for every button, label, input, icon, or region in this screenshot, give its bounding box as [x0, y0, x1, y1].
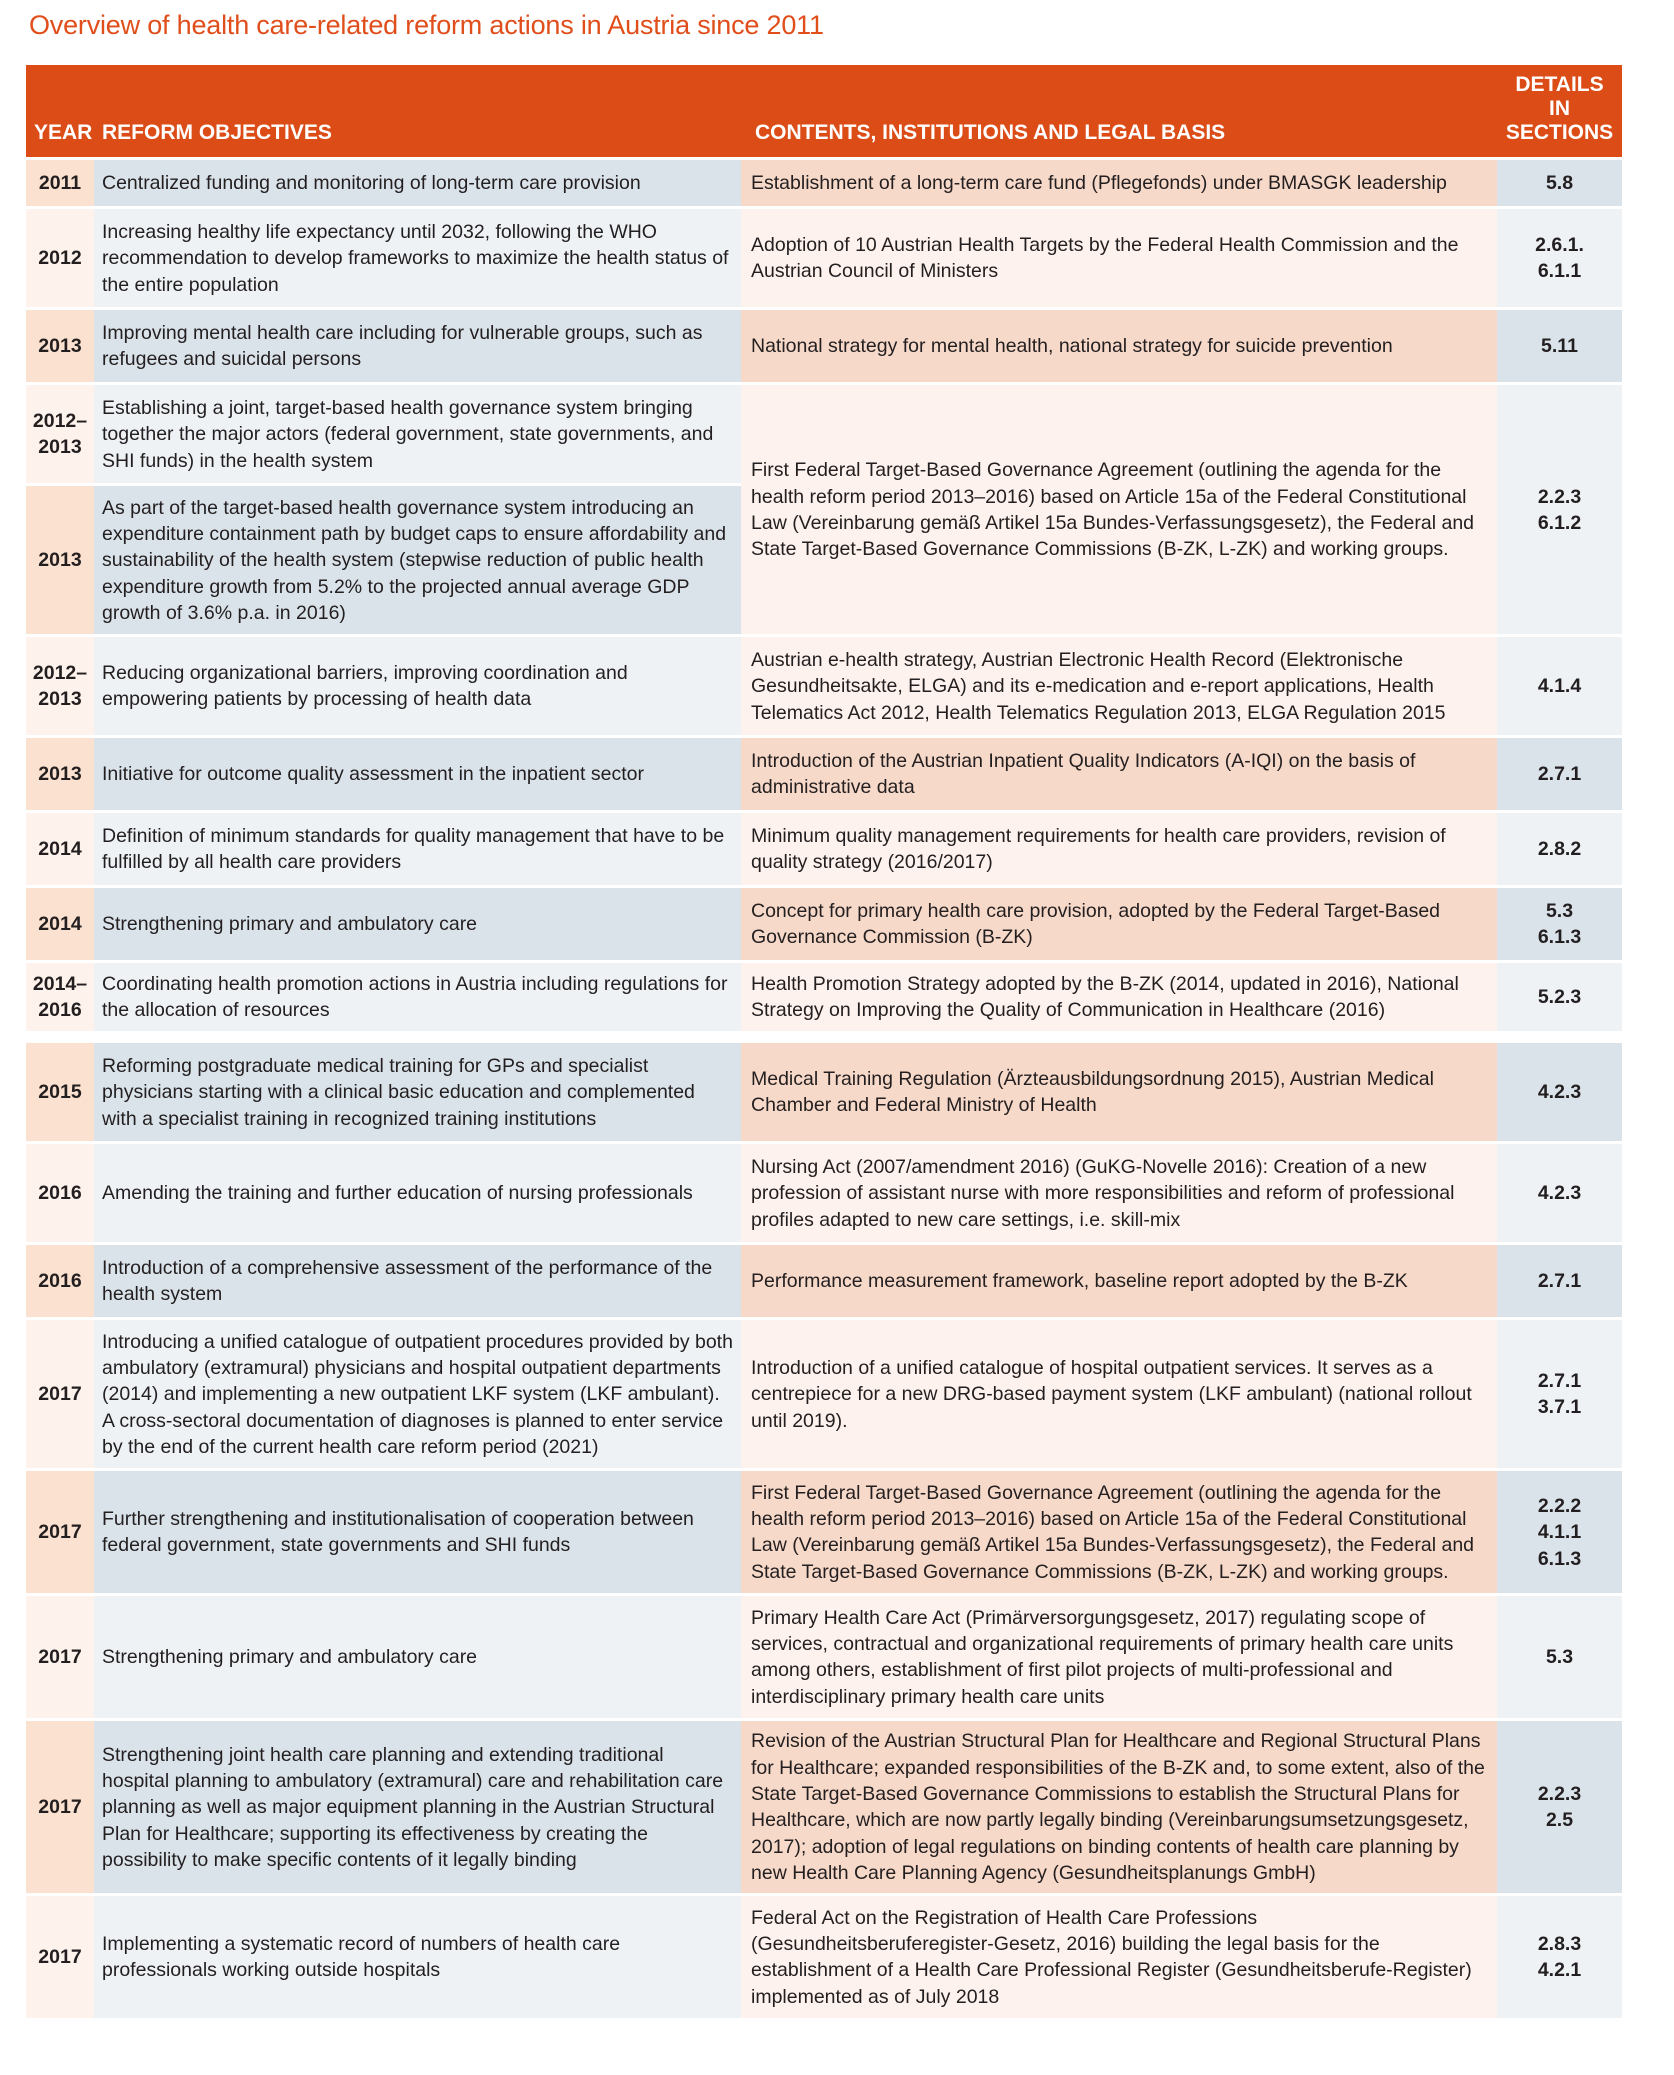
sections-cell: 2.7.1	[1497, 738, 1622, 810]
objectives-cell: Improving mental health care including for vulnerable groups, such as refugees and suicidal persons	[94, 310, 741, 382]
objectives-cell: Strengthening primary and ambulatory care	[94, 888, 741, 960]
year-cell: 2012	[26, 209, 94, 307]
year-cell: 2017	[26, 1320, 94, 1468]
sections-cell: 5.8	[1497, 160, 1622, 206]
year-cell: 2016	[26, 1144, 94, 1242]
header-sections: DETAILS IN SECTIONS	[1497, 65, 1622, 157]
table-row	[26, 1596, 1622, 1718]
objectives-cell: Further strengthening and institutionalisation of cooperation between federal government, state governments and SHI funds	[94, 1471, 741, 1593]
header-year: YEAR	[26, 65, 94, 157]
year-cell: 2017	[26, 1721, 94, 1893]
contents-cell: First Federal Target-Based Governance Agreement (outlining the agenda for the health reform period 2013–2016) based on Article 15a of the Federal Constitutional Law (Vereinbarung gemäß Artikel 15a Bundes-Verfassungsgesetz), the Federal and State Target-Based Governance Commissions (B-ZK, L-ZK) and working groups.	[741, 1471, 1497, 1593]
table-row	[26, 160, 1622, 206]
contents-cell: Federal Act on the Registration of Health Care Professions (Gesundheitsberuferegister-Gesetz, 2016) building the legal basis for the establishment of a Health Care Professional Register (Gesundheitsberufe-Register) implemented as of July 2018	[741, 1896, 1497, 2018]
header-contents: CONTENTS, INSTITUTIONS AND LEGAL BASIS	[741, 65, 1497, 157]
year-cell: 2017	[26, 1596, 94, 1718]
year-cell: 2013	[26, 486, 94, 634]
objectives-cell: Definition of minimum standards for quality management that have to be fulfilled by all health care providers	[94, 813, 741, 885]
year-cell: 2013	[26, 738, 94, 810]
contents-cell: National strategy for mental health, national strategy for suicide prevention	[741, 310, 1497, 382]
year-cell: 2014	[26, 813, 94, 885]
contents-cell: Austrian e-health strategy, Austrian Electronic Health Record (Elektronische Gesundheitsakte, ELGA) and its e-medication and e-report applications, Health Telematics Act 2012, Health Telematics Regulation 2013, ELGA Regulation 2015	[741, 637, 1497, 735]
objectives-cell: Establishing a joint, target-based health governance system bringing together the major actors (federal government, state governments, and SHI funds) in the health system	[94, 385, 741, 483]
sections-cell: 5.3 6.1.3	[1497, 888, 1622, 960]
year-cell: 2017	[26, 1896, 94, 2018]
table-row	[26, 888, 1622, 960]
contents-cell: Medical Training Regulation (Ärzteausbildungsordnung 2015), Austrian Medical Chamber and Federal Ministry of Health	[741, 1043, 1497, 1141]
objectives-cell: Introduction of a comprehensive assessment of the performance of the health system	[94, 1245, 741, 1317]
contents-cell: Introduction of the Austrian Inpatient Quality Indicators (A-IQI) on the basis of administrative data	[741, 738, 1497, 810]
sections-cell: 2.8.3 4.2.1	[1497, 1896, 1622, 2018]
objectives-cell: Reducing organizational barriers, improving coordination and empowering patients by processing of health data	[94, 637, 741, 735]
table-row	[26, 385, 1622, 483]
year-cell: 2016	[26, 1245, 94, 1317]
sections-cell: 5.2.3	[1497, 963, 1622, 1031]
year-cell: 2015	[26, 1043, 94, 1141]
objectives-cell: Initiative for outcome quality assessment in the inpatient sector	[94, 738, 741, 810]
contents-cell: Revision of the Austrian Structural Plan for Healthcare and Regional Structural Plans for Healthcare; expanded responsibilities of the B-ZK and, to some extent, also of the State Target-Based Governance Commissions to establish the Structural Plans for Healthcare, which are now partly legally binding (Vereinbarungsumsetzungsgesetz, 2017); adoption of legal regulations on binding contents of health care planning by new Health Care Planning Agency (Gesundheitsplanungs GmbH)	[741, 1721, 1497, 1893]
sections-cell: 4.1.4	[1497, 637, 1622, 735]
table-row	[26, 209, 1622, 307]
page-title: Overview of health care-related reform actions in Austria since 2011	[29, 10, 824, 40]
table-row	[26, 1043, 1622, 1141]
table-row	[26, 1721, 1622, 1893]
sections-cell: 5.3	[1497, 1596, 1622, 1718]
objectives-cell: Reforming postgraduate medical training for GPs and specialist physicians starting with a clinical basic education and complemented with a specialist training in recognized training institutions	[94, 1043, 741, 1141]
sections-cell: 2.7.1	[1497, 1245, 1622, 1317]
sections-cell: 4.2.3	[1497, 1144, 1622, 1242]
contents-cell: Performance measurement framework, baseline report adopted by the B-ZK	[741, 1245, 1497, 1317]
table-row	[26, 1144, 1622, 1242]
contents-cell: First Federal Target-Based Governance Agreement (outlining the agenda for the health reform period 2013–2016) based on Article 15a of the Federal Constitutional Law (Vereinbarung gemäß Artikel 15a Bundes-Verfassungsgesetz), the Federal and State Target-Based Governance Commissions (B-ZK, L-ZK) and working groups.	[741, 385, 1497, 634]
year-cell: 2014– 2016	[26, 963, 94, 1031]
table-row	[26, 738, 1622, 810]
objectives-cell: Introducing a unified catalogue of outpatient procedures provided by both ambulatory (extramural) physicians and hospital outpatient departments (2014) and implementing a new outpatient LKF system (LKF ambulant). A cross-sectoral documentation of diagnoses is planned to enter service by the end of the current health care reform period (2021)	[94, 1320, 741, 1468]
year-cell: 2012– 2013	[26, 385, 94, 483]
sections-cell: 2.7.1 3.7.1	[1497, 1320, 1622, 1468]
header-objectives: REFORM OBJECTIVES	[94, 65, 741, 157]
contents-cell: Introduction of a unified catalogue of hospital outpatient services. It serves as a centrepiece for a new DRG-based payment system (LKF ambulant) (national rollout until 2019).	[741, 1320, 1497, 1468]
sections-cell: 5.11	[1497, 310, 1622, 382]
contents-cell: Health Promotion Strategy adopted by the B-ZK (2014, updated in 2016), National Strategy on Improving the Quality of Communication in Healthcare (2016)	[741, 963, 1497, 1031]
reform-table	[26, 62, 1622, 2021]
sections-cell: 2.8.2	[1497, 813, 1622, 885]
sections-cell: 2.2.3 2.5	[1497, 1721, 1622, 1893]
objectives-cell: Increasing healthy life expectancy until 2032, following the WHO recommendation to develop frameworks to maximize the health status of the entire population	[94, 209, 741, 307]
contents-cell: Primary Health Care Act (Primärversorgungsgesetz, 2017) regulating scope of services, contractual and organizational requirements of primary health care units among others, establishment of first pilot projects of multi-professional and interdisciplinary primary health care units	[741, 1596, 1497, 1718]
year-cell: 2012– 2013	[26, 637, 94, 735]
objectives-cell: Coordinating health promotion actions in Austria including regulations for the allocation of resources	[94, 963, 741, 1031]
objectives-cell: Strengthening primary and ambulatory care	[94, 1596, 741, 1718]
table-row	[26, 1320, 1622, 1468]
contents-cell: Concept for primary health care provision, adopted by the Federal Target-Based Governance Commission (B-ZK)	[741, 888, 1497, 960]
row-gap-cell	[26, 1034, 1622, 1040]
table-row	[26, 310, 1622, 382]
contents-cell: Establishment of a long-term care fund (Pflegefonds) under BMASGK leadership	[741, 160, 1497, 206]
sections-cell: 2.2.2 4.1.1 6.1.3	[1497, 1471, 1622, 1593]
sections-cell: 4.2.3	[1497, 1043, 1622, 1141]
contents-cell: Nursing Act (2007/amendment 2016) (GuKG-Novelle 2016): Creation of a new profession of assistant nurse with more responsibilities and reform of professional profiles adapted to new care settings, i.e. skill-mix	[741, 1144, 1497, 1242]
objectives-cell: As part of the target-based health governance system introducing an expenditure containment path by budget caps to ensure affordability and sustainability of the health system (stepwise reduction of public health expenditure growth from 5.2% to the projected annual average GDP growth of 3.6% p.a. in 2016)	[94, 486, 741, 634]
contents-cell: Adoption of 10 Austrian Health Targets by the Federal Health Commission and the Austrian Council of Ministers	[741, 209, 1497, 307]
sections-cell: 2.6.1. 6.1.1	[1497, 209, 1622, 307]
year-cell: 2014	[26, 888, 94, 960]
objectives-cell: Centralized funding and monitoring of long-term care provision	[94, 160, 741, 206]
objectives-cell: Amending the training and further education of nursing professionals	[94, 1144, 741, 1242]
objectives-cell: Implementing a systematic record of numbers of health care professionals working outside hospitals	[94, 1896, 741, 2018]
objectives-cell: Strengthening joint health care planning and extending traditional hospital planning to ambulatory (extramural) care and rehabilitation care planning as well as major equipment planning in the Austrian Structural Plan for Healthcare; supporting its effectiveness by creating the possibility to make specific contents of it legally binding	[94, 1721, 741, 1893]
table-row	[26, 1471, 1622, 1593]
table-row	[26, 963, 1622, 1031]
table-row	[26, 1245, 1622, 1317]
row-gap	[26, 1034, 1622, 1040]
sections-cell: 2.2.3 6.1.2	[1497, 385, 1622, 634]
year-cell: 2011	[26, 160, 94, 206]
header-row	[26, 65, 1622, 157]
table-row	[26, 1896, 1622, 2018]
table-row	[26, 813, 1622, 885]
year-cell: 2013	[26, 310, 94, 382]
table-row	[26, 637, 1622, 735]
year-cell: 2017	[26, 1471, 94, 1593]
contents-cell: Minimum quality management requirements for health care providers, revision of quality strategy (2016/2017)	[741, 813, 1497, 885]
